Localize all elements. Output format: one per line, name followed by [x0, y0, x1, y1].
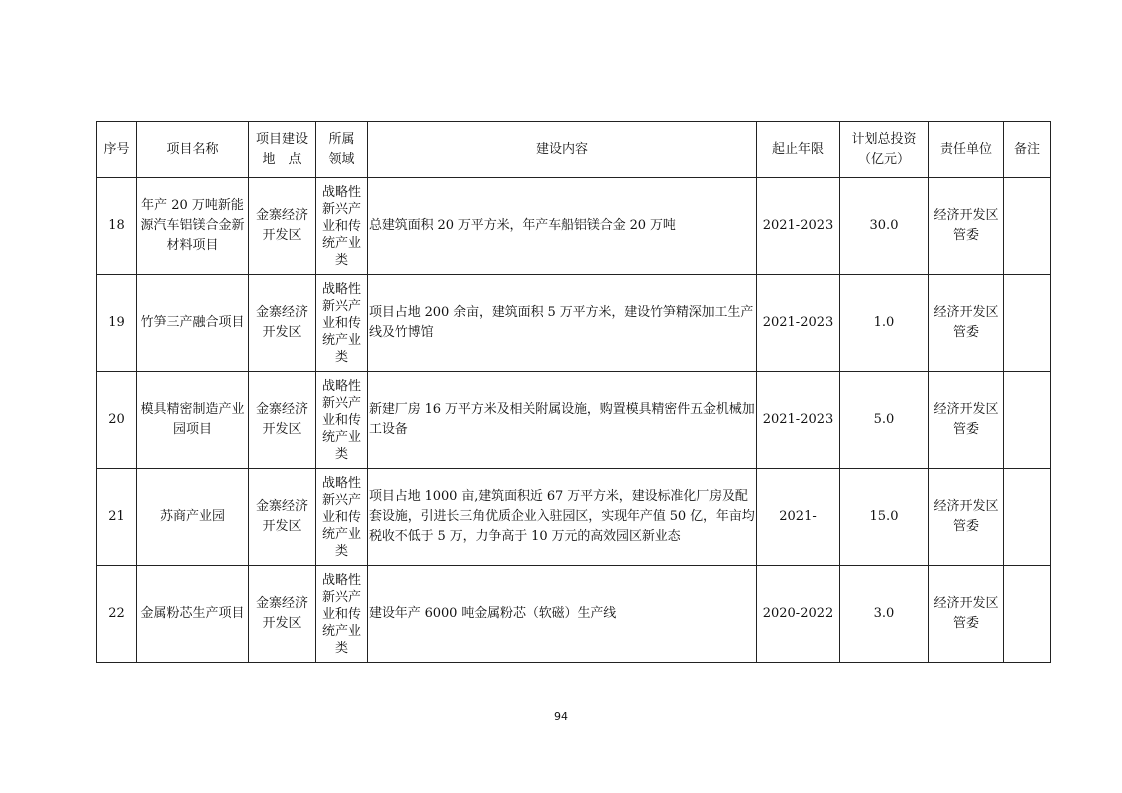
header-location	[249, 122, 316, 178]
cell-field: 战略性新兴产业和传统产业类	[316, 275, 368, 372]
header-location-line2: 地 点	[262, 151, 302, 167]
header-remarks: 备注	[1004, 122, 1051, 178]
project-table	[96, 121, 1051, 663]
cell-period: 2021-2023	[757, 178, 840, 275]
table-row	[97, 275, 1051, 372]
header-content: 建设内容	[368, 122, 757, 178]
cell-remarks	[1004, 372, 1051, 469]
header-field-line1: 所属	[328, 131, 355, 147]
cell-seq: 20	[97, 372, 137, 469]
cell-name: 金属粉芯生产项目	[137, 566, 249, 663]
header-investment-line1: 计划总投资	[851, 131, 917, 147]
cell-period: 2020-2022	[757, 566, 840, 663]
cell-seq: 18	[97, 178, 137, 275]
header-location-line1: 项目建设	[255, 131, 308, 147]
cell-investment: 5.0	[840, 372, 929, 469]
table-row	[97, 566, 1051, 663]
cell-remarks	[1004, 275, 1051, 372]
cell-name: 模具精密制造产业园项目	[137, 372, 249, 469]
cell-name: 苏商产业园	[137, 469, 249, 566]
cell-period: 2021-2023	[757, 275, 840, 372]
cell-seq: 21	[97, 469, 137, 566]
cell-location: 金寨经济开发区	[249, 372, 316, 469]
cell-field: 战略性新兴产业和传统产业类	[316, 469, 368, 566]
cell-location: 金寨经济开发区	[249, 178, 316, 275]
cell-investment: 3.0	[840, 566, 929, 663]
header-period: 起止年限	[757, 122, 840, 178]
header-investment-line2: （亿元）	[857, 151, 910, 167]
header-row	[97, 122, 1051, 178]
page-number: 94	[554, 710, 568, 723]
header-name: 项目名称	[137, 122, 249, 178]
cell-unit: 经济开发区管委	[929, 275, 1004, 372]
cell-investment: 15.0	[840, 469, 929, 566]
cell-content: 项目占地 1000 亩,建筑面积近 67 万平方米，建设标准化厂房及配套设施，引进长三角优质企业入驻园区，实现年产值 50 亿，年亩均税收不低于 5 万，力争高于 10 万元的高效园区新业态	[368, 469, 757, 566]
header-unit: 责任单位	[929, 122, 1004, 178]
table-row	[97, 178, 1051, 275]
cell-unit: 经济开发区管委	[929, 178, 1004, 275]
cell-remarks	[1004, 178, 1051, 275]
cell-content: 新建厂房 16 万平方米及相关附属设施，购置模具精密件五金机械加工设备	[368, 372, 757, 469]
cell-field: 战略性新兴产业和传统产业类	[316, 372, 368, 469]
cell-seq: 22	[97, 566, 137, 663]
cell-content: 总建筑面积 20 万平方米，年产车船铝镁合金 20 万吨	[368, 178, 757, 275]
cell-field: 战略性新兴产业和传统产业类	[316, 566, 368, 663]
cell-field: 战略性新兴产业和传统产业类	[316, 178, 368, 275]
cell-remarks	[1004, 566, 1051, 663]
cell-content: 项目占地 200 余亩，建筑面积 5 万平方米，建设竹笋精深加工生产线及竹博馆	[368, 275, 757, 372]
cell-name: 年产 20 万吨新能源汽车铝镁合金新材料项目	[137, 178, 249, 275]
cell-location: 金寨经济开发区	[249, 566, 316, 663]
header-seq: 序号	[97, 122, 137, 178]
cell-investment: 1.0	[840, 275, 929, 372]
header-field-line2: 领域	[328, 151, 355, 167]
cell-period: 2021-2023	[757, 372, 840, 469]
cell-location: 金寨经济开发区	[249, 469, 316, 566]
cell-unit: 经济开发区管委	[929, 469, 1004, 566]
table-row	[97, 372, 1051, 469]
cell-content: 建设年产 6000 吨金属粉芯（软磁）生产线	[368, 566, 757, 663]
cell-investment: 30.0	[840, 178, 929, 275]
cell-unit: 经济开发区管委	[929, 566, 1004, 663]
cell-location: 金寨经济开发区	[249, 275, 316, 372]
header-investment	[840, 122, 929, 178]
header-field	[316, 122, 368, 178]
cell-seq: 19	[97, 275, 137, 372]
cell-name: 竹笋三产融合项目	[137, 275, 249, 372]
table-row	[97, 469, 1051, 566]
cell-period: 2021-	[757, 469, 840, 566]
cell-remarks	[1004, 469, 1051, 566]
cell-unit: 经济开发区管委	[929, 372, 1004, 469]
